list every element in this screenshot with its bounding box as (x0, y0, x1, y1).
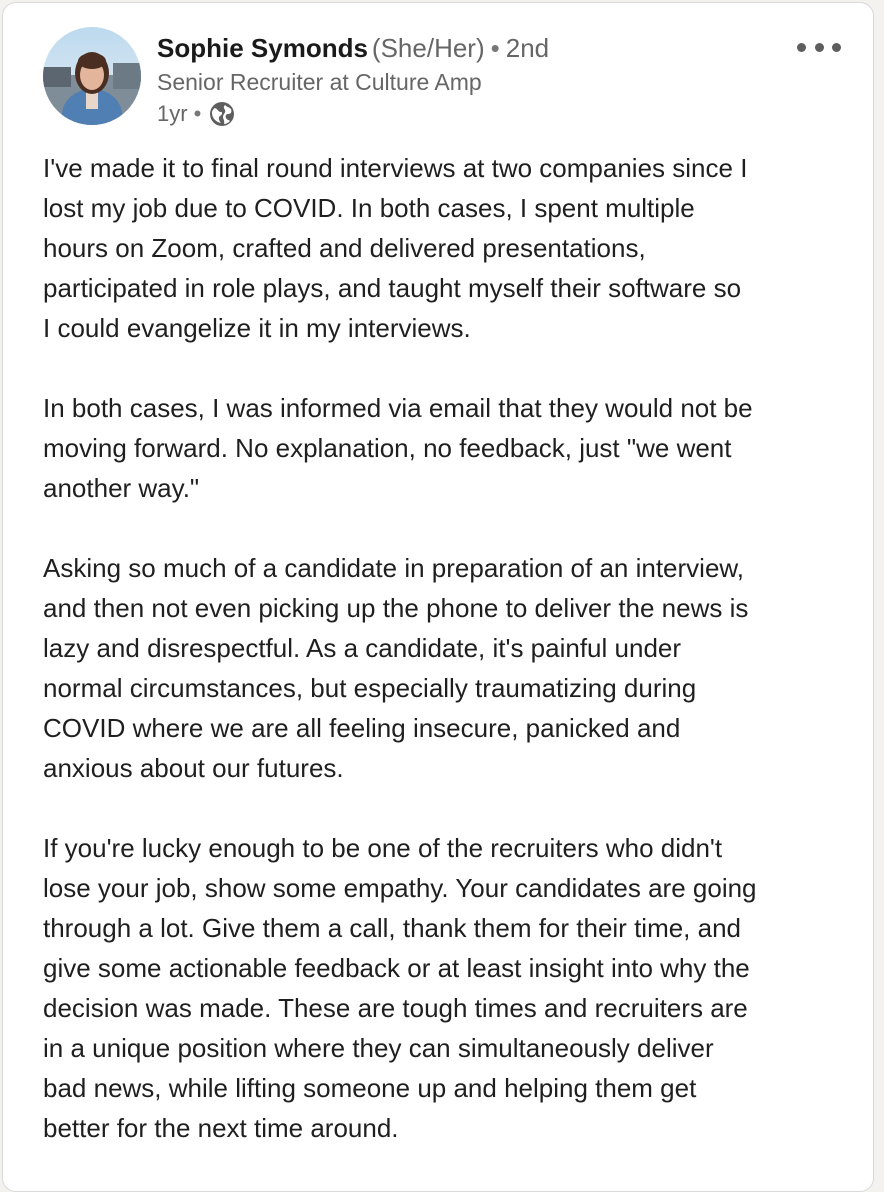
post-card (2, 2, 874, 1192)
post-paragraph: In both cases, I was informed via email that they would not be moving forward. No explanation, no feedback, just "we went another way." (43, 393, 753, 503)
more-options-icon[interactable] (797, 37, 841, 57)
separator-dot: • (193, 101, 202, 126)
author-pronouns: (She/Her) (371, 33, 485, 63)
author-name[interactable]: Sophie Symonds (157, 33, 368, 63)
author-headline: Senior Recruiter at Culture Amp (157, 69, 482, 95)
post-header (157, 31, 549, 129)
dot (832, 43, 841, 52)
post-age: 1yr (157, 101, 188, 126)
avatar[interactable] (43, 27, 141, 125)
post-paragraph: Asking so much of a candidate in preparation of an interview, and then not even picking up the phone to deliver the news is lazy and disrespectful. As a candidate, it's painful under normal circumstances, but especially traumatizing during COVID where we are all feeling insecure, panicked and anxious about our futures. (43, 553, 749, 783)
separator-dot: • (490, 33, 500, 63)
post-paragraph: I've made it to final round interviews at two companies since I lost my job due to COVID. In both cases, I spent multiple hours on Zoom, crafted and delivered presentations, participated in role plays, and taught myself their software so I could evangelize it in my interviews. (43, 153, 748, 343)
globe-icon (209, 101, 235, 127)
post-meta (157, 99, 549, 129)
connection-degree: 2nd (505, 33, 550, 63)
author-line (157, 31, 549, 65)
post-paragraph: If you're lucky enough to be one of the recruiters who didn't lose your job, show some empathy. Your candidates are going through a lot. Give them a call, thank them for their time, and give some actionable feedback or at least insight into why the decision was made. These are tough times and recruiters are in a unique position where they can simultaneously deliver bad news, while lifting someone up and helping them get better for the next time around. (43, 833, 757, 1143)
post-text (43, 148, 858, 1148)
dot (797, 43, 806, 52)
dot (815, 43, 824, 52)
